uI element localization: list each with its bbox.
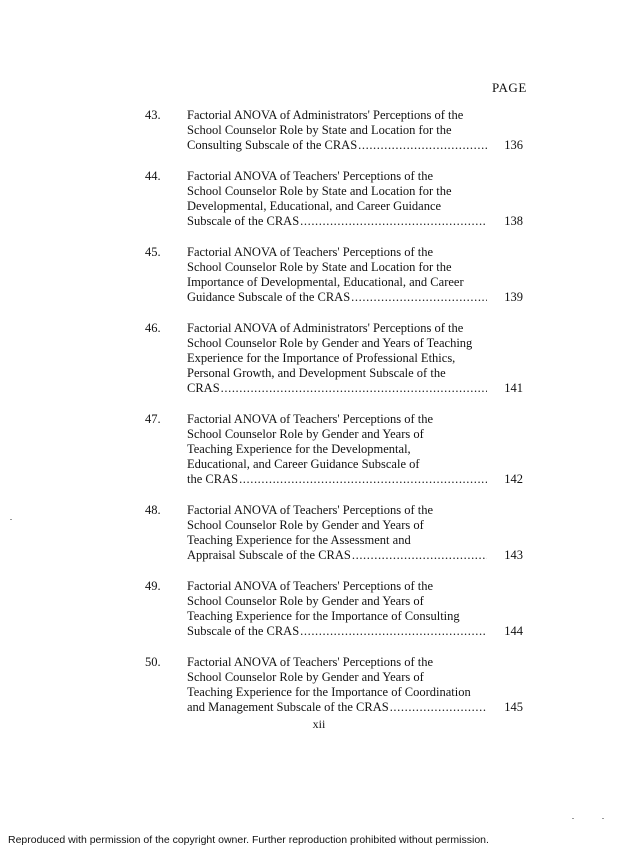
entry-title-last-line — [187, 290, 487, 305]
page-column-header: PAGE — [492, 80, 527, 95]
entry-title-line: Personal Growth, and Development Subscale of the — [187, 366, 446, 380]
entry-page-number: 141 — [504, 381, 523, 395]
dot-leader — [300, 214, 487, 229]
entry-title-line: Experience for the Importance of Professional Ethics, — [187, 351, 456, 365]
entry-title-line: Educational, and Career Guidance Subscale of — [187, 457, 420, 471]
entry-page-number: 139 — [504, 290, 523, 304]
entry-number: 50. — [145, 655, 161, 669]
entry-number: 45. — [145, 245, 161, 259]
table-list-entry — [145, 655, 523, 715]
entry-title-line: School Counselor Role by Gender and Years of — [187, 594, 424, 608]
table-list-entry — [145, 579, 523, 639]
entry-title — [187, 579, 487, 639]
entry-title-line: School Counselor Role by State and Location for the — [187, 260, 452, 274]
entry-number: 47. — [145, 412, 161, 426]
entry-title-line: Factorial ANOVA of Teachers' Perceptions of the — [187, 169, 433, 183]
page-number: xii — [312, 717, 326, 731]
entry-page-number: 136 — [504, 138, 523, 152]
entry-number: 46. — [145, 321, 161, 335]
entry-page-number: 138 — [504, 214, 523, 228]
entry-title — [187, 503, 487, 563]
entry-title-line: School Counselor Role by Gender and Years of — [187, 427, 424, 441]
entry-title-line: School Counselor Role by State and Location for the — [187, 123, 452, 137]
entry-title-line: School Counselor Role by State and Location for the — [187, 184, 452, 198]
dot-leader — [300, 624, 487, 639]
table-list-entry — [145, 169, 523, 229]
entry-page-number: 142 — [504, 472, 523, 486]
entry-title-line: Factorial ANOVA of Teachers' Perceptions of the — [187, 412, 433, 426]
dot-leader — [390, 700, 487, 715]
entry-title-line: School Counselor Role by Gender and Years of — [187, 670, 424, 684]
entry-title-line: Consulting Subscale of the CRAS — [187, 138, 358, 152]
entry-title-line: the CRAS — [187, 472, 239, 486]
table-list-entry — [145, 412, 523, 487]
table-list-entry — [145, 108, 523, 153]
scan-speck — [602, 818, 604, 819]
entry-page-number: 144 — [504, 624, 523, 638]
entry-number: 49. — [145, 579, 161, 593]
entry-title-line: School Counselor Role by Gender and Years of Teaching — [187, 336, 473, 350]
entry-title-line: Factorial ANOVA of Teachers' Perceptions of the — [187, 579, 433, 593]
entry-title-line: Factorial ANOVA of Teachers' Perceptions of the — [187, 245, 433, 259]
entry-page-number: 145 — [504, 700, 523, 714]
entry-title — [187, 412, 487, 487]
dot-leader — [358, 138, 487, 153]
entry-title-line: Teaching Experience for the Developmental, — [187, 442, 411, 456]
entry-title-line: Factorial ANOVA of Teachers' Perceptions of the — [187, 655, 433, 669]
entry-title-line: Subscale of the CRAS — [187, 214, 300, 228]
table-list-entry — [145, 503, 523, 563]
entry-title-line: Factorial ANOVA of Administrators' Perceptions of the — [187, 108, 464, 122]
entry-title-last-line — [187, 138, 487, 153]
entry-title-last-line — [187, 381, 487, 396]
entry-title-line: and Management Subscale of the CRAS — [187, 700, 389, 714]
entry-title-line: Subscale of the CRAS — [187, 624, 300, 638]
entry-title-line: Guidance Subscale of the CRAS — [187, 290, 351, 304]
table-list-entry — [145, 245, 523, 305]
entry-title-line: Teaching Experience for the Importance of Coordination — [187, 685, 471, 699]
entry-title-last-line — [187, 624, 487, 639]
table-list — [145, 108, 523, 731]
entry-title-last-line — [187, 700, 487, 715]
entry-title-last-line — [187, 548, 487, 563]
dot-leader — [352, 548, 487, 563]
entry-title-line: CRAS — [187, 381, 220, 395]
entry-title-last-line — [187, 214, 487, 229]
entry-title — [187, 321, 487, 396]
entry-title-line: Teaching Experience for the Importance of Consulting — [187, 609, 460, 623]
table-list-entry — [145, 321, 523, 396]
entry-title — [187, 655, 487, 715]
entry-title-line: Factorial ANOVA of Administrators' Perceptions of the — [187, 321, 464, 335]
entry-title — [187, 245, 487, 305]
dot-leader — [221, 381, 487, 396]
entry-title-line: Importance of Developmental, Educational, and Career — [187, 275, 464, 289]
entry-title-line: Appraisal Subscale of the CRAS — [187, 548, 351, 562]
dot-leader — [239, 472, 487, 487]
entry-page-number: 143 — [504, 548, 523, 562]
entry-title — [187, 108, 487, 153]
entry-title-line: Developmental, Educational, and Career Guidance — [187, 199, 442, 213]
reproduction-notice: Reproduced with permission of the copyright owner. Further reproduction prohibited without permission. — [8, 834, 489, 846]
entry-number: 48. — [145, 503, 161, 517]
scan-speck — [10, 519, 12, 520]
scan-speck — [572, 818, 574, 819]
entry-title — [187, 169, 487, 229]
entry-title-line: Factorial ANOVA of Teachers' Perceptions of the — [187, 503, 433, 517]
entry-number: 44. — [145, 169, 161, 183]
entry-title-line: Teaching Experience for the Assessment and — [187, 533, 411, 547]
entry-number: 43. — [145, 108, 161, 122]
entry-title-line: School Counselor Role by Gender and Years of — [187, 518, 424, 532]
entry-title-last-line — [187, 472, 487, 487]
dot-leader — [351, 290, 487, 305]
